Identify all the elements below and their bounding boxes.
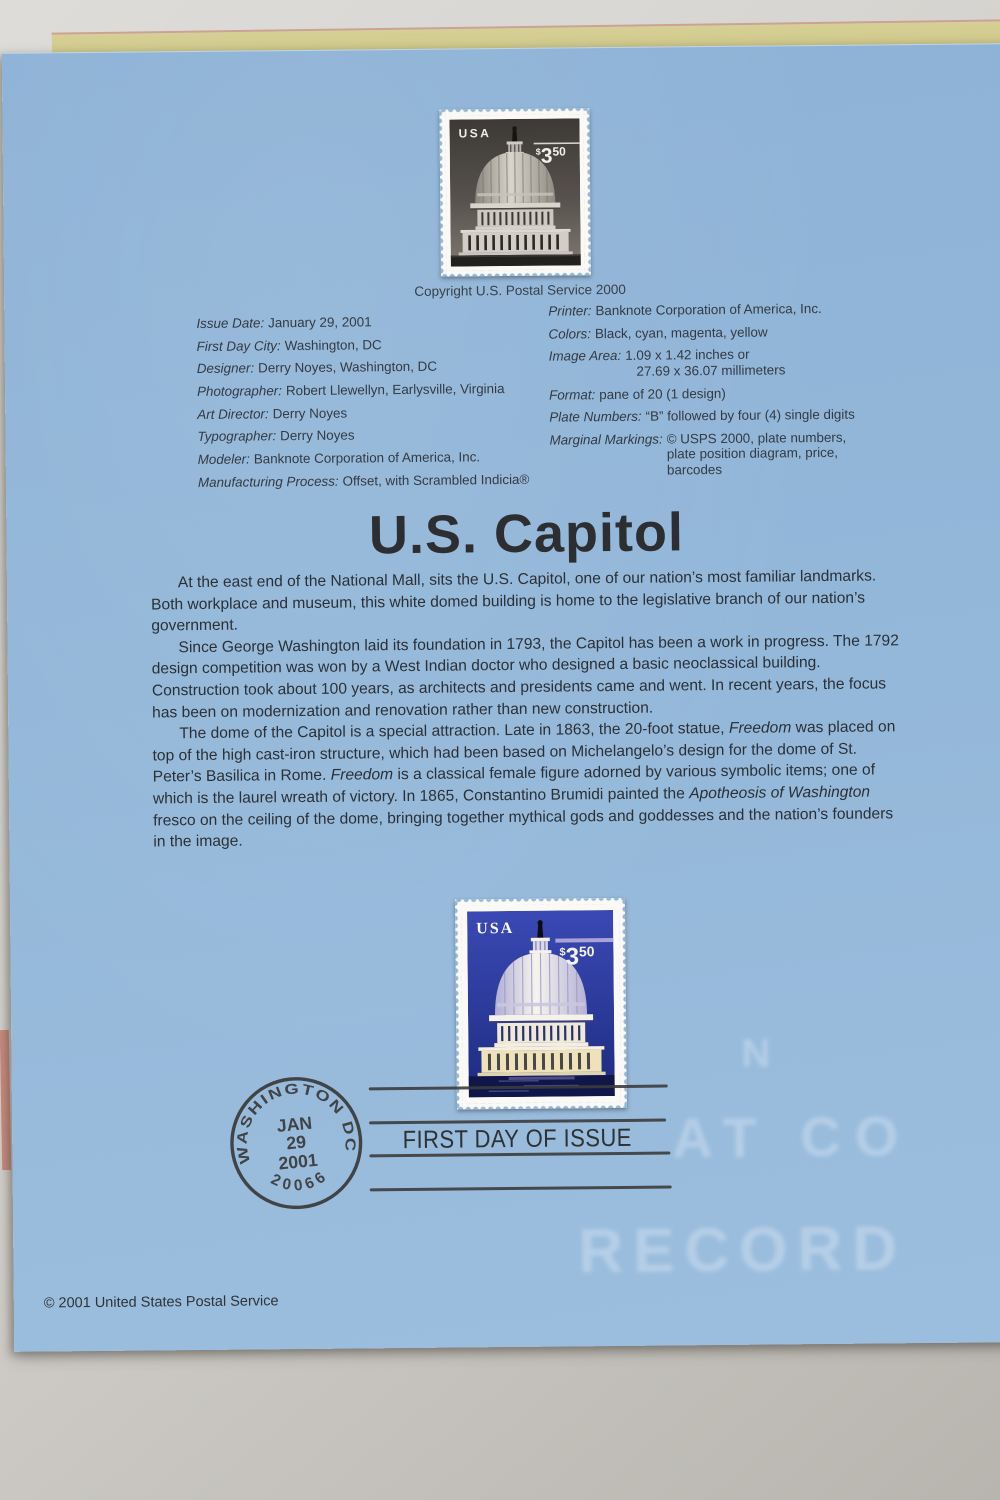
showthrough-text: RECORD [577, 1214, 908, 1287]
detail-label: Designer: [196, 360, 255, 377]
paragraph: At the east end of the National Mall, sits the U.S. Capitol, one of our nation’s most familiar landmarks. Both workplace and museum, this white domed building is home to the legislative branch of our nation’s government. [151, 567, 877, 635]
detail-row [197, 380, 577, 399]
detail-label: Plate Numbers: [549, 408, 642, 425]
detail-row [549, 384, 899, 403]
postmark-year: 2001 [277, 1149, 319, 1174]
article-text [151, 565, 908, 853]
stamp-black-white [439, 108, 591, 276]
detail-row [197, 403, 577, 422]
denomination-rule [555, 938, 613, 943]
paragraph: Since George Washington laid its foundation in 1793, the Capitol has been a work in progress. The 1792 design competition was won by a West Indian doctor who designed a basic neoclassical building. Construction took about 100 years, as architects and presidents came and went. In recent years, the focus has been on modernization and renovation rather than new construction. [151, 632, 899, 722]
detail-value: pane of 20 (1 design) [599, 385, 726, 402]
detail-row [197, 335, 577, 354]
detail-row [198, 471, 578, 490]
souvenir-page [2, 43, 1000, 1352]
detail-value: Derry Noyes, Washington, DC [258, 359, 438, 376]
detail-label: Issue Date: [196, 315, 265, 332]
detail-value: Banknote Corporation of America, Inc. [253, 449, 481, 467]
stamp-denomination: $^{\$}3^{50}$ [535, 144, 566, 168]
detail-row [198, 448, 578, 467]
postmark-city: WASHINGTON DC [234, 1081, 358, 1166]
detail-label: First Day City: [196, 337, 281, 354]
detail-value: Offset, with Scrambled Indicia® [342, 471, 530, 489]
showthrough-text: AT CO [671, 1104, 913, 1170]
detail-value: Banknote Corporation of America, Inc. [595, 301, 822, 319]
postmark-zip: 20066 [268, 1166, 333, 1195]
detail-label: Photographer: [196, 383, 282, 400]
detail-row [549, 429, 899, 479]
detail-label: Printer: [548, 303, 592, 319]
detail-value: Washington, DC [284, 336, 382, 353]
detail-row [197, 426, 577, 445]
paragraph: The dome of the Capitol is a special attraction. Late in 1863, the 20-foot statue, Freedom was placed on top of the high cast-iron structure, which had been based on Michelangelo’s design for the dome of St. Peter’s Basilica in Rome. Freedom is a classical female figure adorned by various symbolic items; one of which is the laurel wreath of victory. In 1865, Constantino Brumidi painted the Apotheosis of Washington fresco on the ceiling of the dome, bringing together mythical gods and goddesses and the nation’s founders in the image. [152, 718, 896, 851]
stamp-country-label: USA [458, 126, 492, 141]
detail-row [196, 312, 576, 331]
page-title: U.S. Capitol [368, 502, 685, 566]
detail-value: © USPS 2000, plate numbers, plate position diagram, price, barcodes [666, 429, 847, 478]
detail-row [197, 358, 577, 377]
cancel-bar [370, 1185, 672, 1191]
capitol-dome-art-color [467, 910, 615, 1097]
pink-sheet-edge [0, 1030, 11, 1170]
detail-label: Image Area: [548, 348, 622, 365]
detail-value: Derry Noyes [272, 405, 348, 422]
detail-row [548, 300, 898, 319]
detail-value: “B” followed by four (4) single digits [645, 406, 855, 424]
detail-value: January 29, 2001 [268, 314, 372, 331]
showthrough-text: N [741, 1031, 779, 1076]
detail-label: Marginal Markings: [549, 431, 663, 448]
stamp-country-label: USA [476, 919, 515, 938]
stamp-denomination: $350 [559, 943, 595, 971]
details-column-left [196, 312, 578, 497]
detail-row [548, 323, 898, 342]
detail-label: Modeler: [197, 451, 250, 468]
page-copyright: © 2001 United States Postal Service [43, 1293, 279, 1312]
stamp-copyright-caption: Copyright U.S. Postal Service 2000 [414, 281, 626, 299]
detail-label: Format: [549, 386, 596, 403]
detail-row [549, 407, 899, 426]
detail-value: Black, cyan, magenta, yellow [594, 324, 768, 341]
detail-label: Typographer: [197, 428, 277, 445]
detail-value: Robert Llewellyn, Earlysville, Virginia [285, 381, 505, 399]
detail-row [549, 346, 899, 380]
detail-label: Manufacturing Process: [197, 473, 339, 490]
postmark-day: 29 [285, 1131, 307, 1154]
postmark-datestamp [214, 1061, 378, 1225]
detail-value: 1.09 x 1.42 inches or 27.69 x 36.07 millimeters [625, 347, 786, 379]
detail-label: Colors: [548, 325, 592, 342]
details-column-right [548, 300, 900, 486]
first-day-of-issue-slogan: FIRST DAY OF ISSUE [402, 1123, 632, 1155]
detail-label: Art Director: [197, 406, 269, 422]
detail-value: Derry Noyes [280, 427, 355, 444]
capitol-dome-art-bw [449, 118, 580, 266]
stamp-color [455, 898, 627, 1110]
postmark-month: JAN [275, 1112, 313, 1136]
